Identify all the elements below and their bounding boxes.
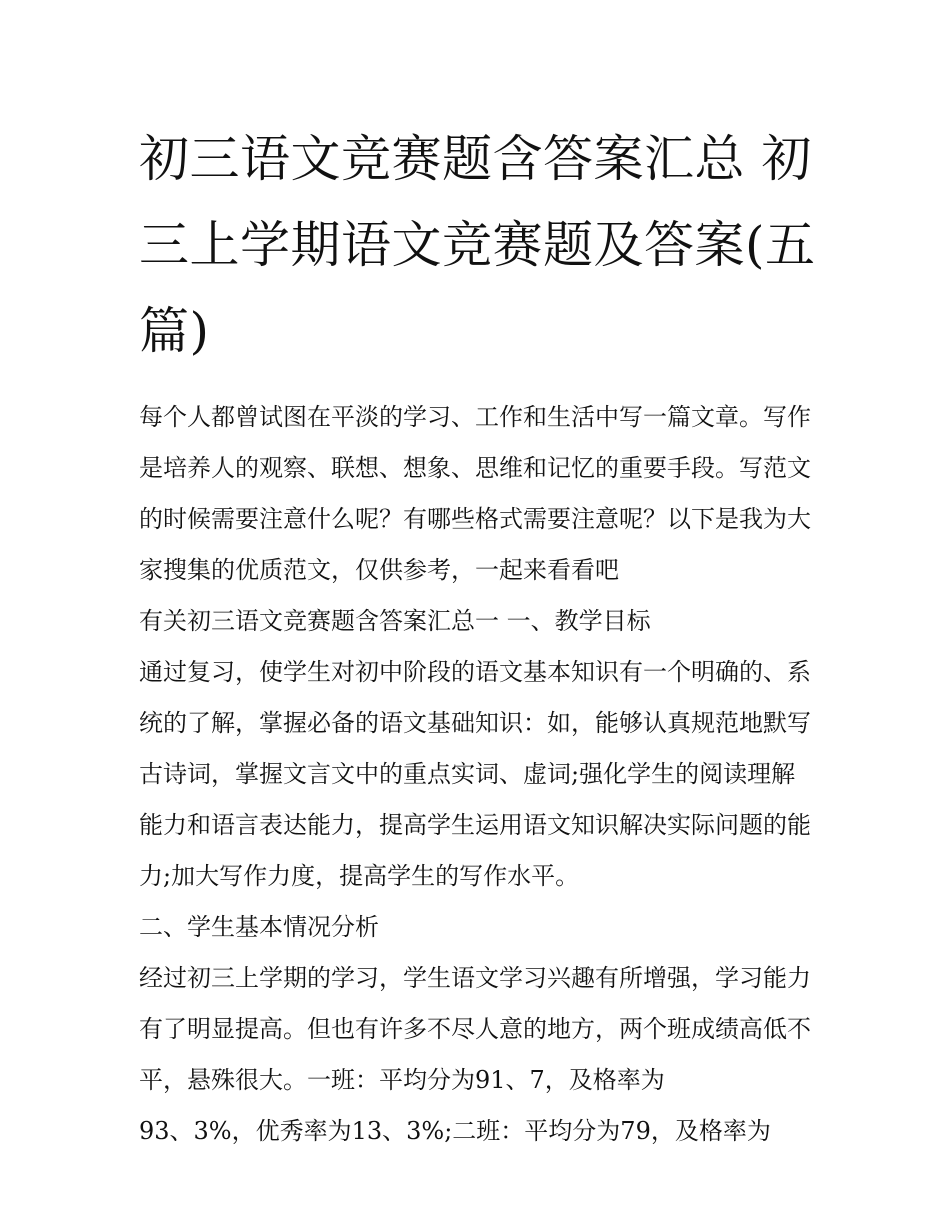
document-title: 初三语文竞赛题含答案汇总 初三上学期语文竞赛题及答案(五篇) [139, 130, 816, 360]
paragraph-intro: 每个人都曾试图在平淡的学习、工作和生活中写一篇文章。写作是培养人的观察、联想、想象、思维和记忆的重要手段。写范文的时候需要注意什么呢？有哪些格式需要注意呢？以下是我为大家搜集的优质范文，仅供参考，一起来看看吧 [139, 403, 811, 584]
paragraph-analysis: 经过初三上学期的学习，学生语文学习兴趣有所增强，学习能力有了明显提高。但也有许多不尽人意的地方，两个班成绩高低不平，悬殊很大。一班：平均分为91、7，及格率为 [139, 964, 811, 1094]
paragraph-statistics: 93、3%，优秀率为13、3%;二班：平均分为79，及格率为 [139, 1117, 771, 1145]
paragraph-subheading: 二、学生基本情况分析 [139, 913, 379, 941]
paragraph-section-heading: 有关初三语文竞赛题含答案汇总一 一、教学目标 [139, 607, 651, 635]
paragraph-teaching-goals: 通过复习，使学生对初中阶段的语文基本知识有一个明确的、系统的了解，掌握必备的语文基础知识：如，能够认真规范地默写古诗词，掌握文言文中的重点实词、虚词;强化学生的阅读理解能力和语言表达能力，提高学生运用语文知识解决实际问题的能力;加大写作力度，提高学生的写作水平。 [139, 658, 811, 890]
document-body [139, 116, 819, 1157]
